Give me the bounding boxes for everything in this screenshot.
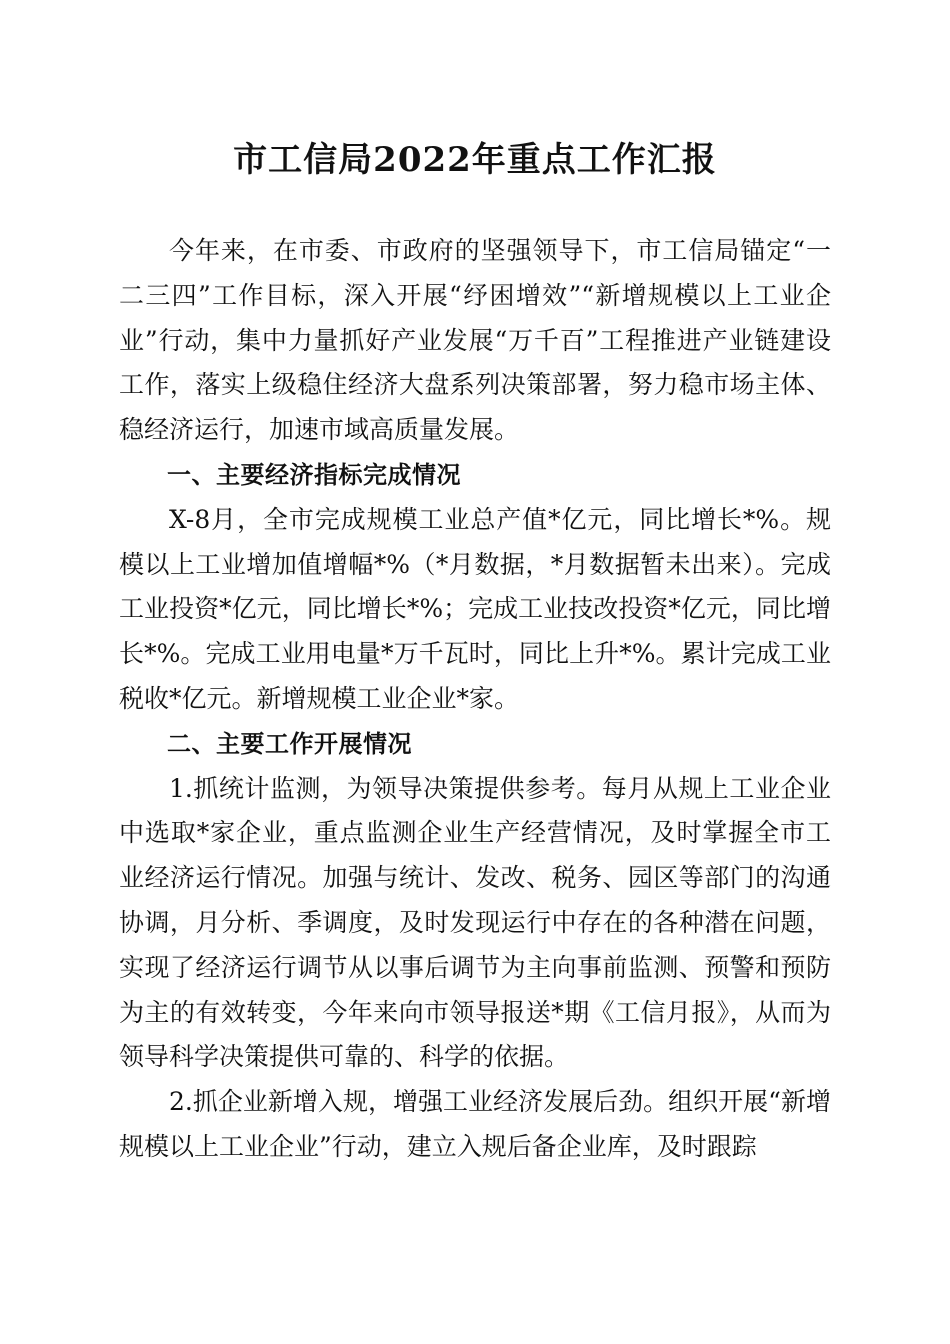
section-2-item-2: 2.抓企业新增入规，增强工业经济发展后劲。组织开展“新增规模以上工业企业”行动，建立入规后备企业库，及时跟踪	[119, 1087, 831, 1161]
document-body	[119, 229, 831, 1170]
section-1-paragraph: X-8月，全市完成规模工业总产值*亿元，同比增长*%。规模以上工业增加值增幅*%（*月数据，*月数据暂未出来）。完成工业投资*亿元，同比增长*%；完成工业技改投资*亿元，同比增长*%。完成工业用电量*万千瓦时，同比上升*%。累计完成工业税收*亿元。新增规模工业企业*家。	[119, 504, 831, 713]
section-2-item-1: 1.抓统计监测，为领导决策提供参考。每月从规上工业企业中选取*家企业，重点监测企业生产经营情况，及时掌握全市工业经济运行情况。加强与统计、发改、税务、园区等部门的沟通协调，月分析、季调度，及时发现运行中存在的各种潜在问题，实现了经济运行调节从以事后调节为主向事前监测、预警和预防为主的有效转变，今年来向市领导报送*期《工信月报》，从而为领导科学决策提供可靠的、科学的依据。	[119, 773, 831, 1072]
section-2-heading: 二、主要工作开展情况	[167, 729, 412, 758]
document-title: 市工信局2022年重点工作汇报	[233, 140, 717, 180]
section-1-heading: 一、主要经济指标完成情况	[167, 460, 461, 489]
intro-paragraph: 今年来，在市委、市政府的坚强领导下，市工信局锚定“一二三四”工作目标，深入开展“纾困增效”“新增规模以上工业企业”行动，集中力量抓好产业发展“万千百”工程推进产业链建设工作，落实上级稳住经济大盘系列决策部署，努力稳市场主体、稳经济运行，加速市域高质量发展。	[119, 236, 831, 445]
